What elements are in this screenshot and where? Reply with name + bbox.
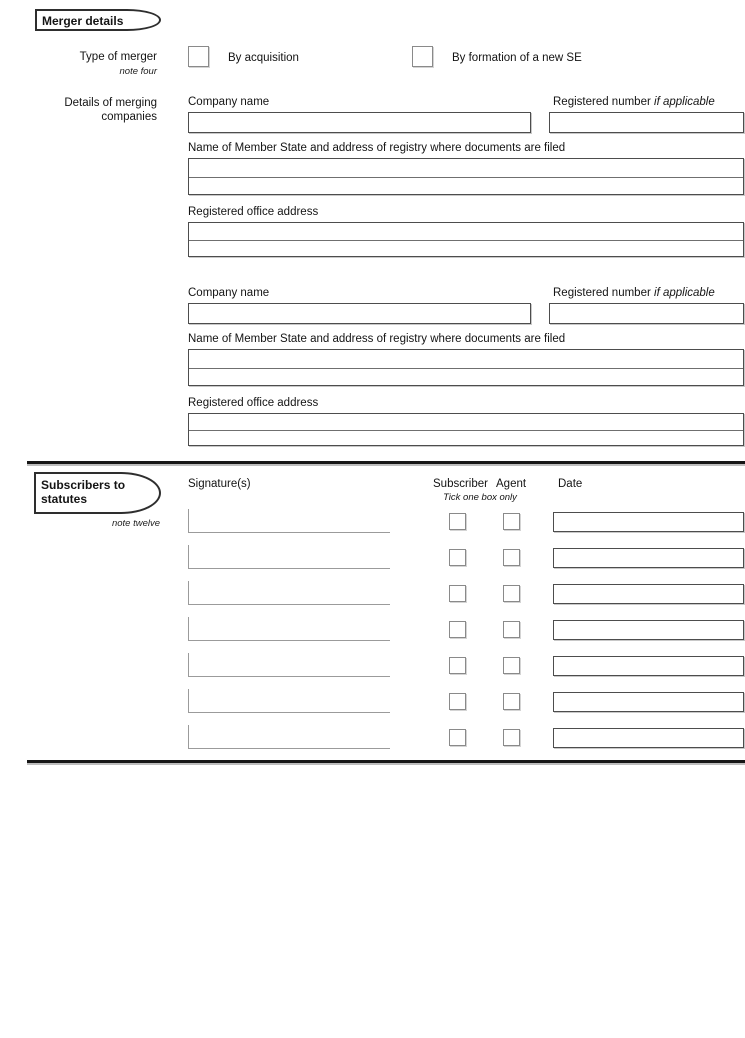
signature-line[interactable]: [188, 545, 390, 569]
subscriber-row: [0, 693, 745, 729]
subscriber-checkbox[interactable]: [449, 693, 466, 710]
date-input[interactable]: [553, 656, 744, 676]
date-input[interactable]: [553, 512, 744, 532]
by-acquisition-checkbox[interactable]: [188, 46, 209, 67]
signature-line[interactable]: [188, 725, 390, 749]
registered-office-label: Registered office address: [188, 397, 319, 409]
subscriber-checkbox[interactable]: [449, 657, 466, 674]
registered-number-input[interactable]: [549, 112, 744, 133]
agent-checkbox[interactable]: [503, 513, 520, 530]
date-input[interactable]: [553, 548, 744, 568]
company-name-input[interactable]: [188, 303, 531, 324]
company-block-1: [0, 96, 745, 261]
registered-office-input[interactable]: [188, 222, 744, 257]
tick-one-box-note: Tick one box only: [443, 492, 517, 503]
agent-checkbox[interactable]: [503, 585, 520, 602]
section-tab-merger-details: [35, 9, 161, 31]
section-divider-top: [27, 461, 745, 464]
subscriber-checkbox[interactable]: [449, 621, 466, 638]
agent-column-header: Agent: [496, 478, 527, 490]
company-name-label: Company name: [188, 287, 270, 299]
section-divider-bottom: [27, 760, 745, 763]
subscriber-row: [0, 549, 745, 585]
agent-checkbox[interactable]: [503, 549, 520, 566]
signature-line[interactable]: [188, 509, 390, 533]
signature-line[interactable]: [188, 581, 390, 605]
details-of-merging-companies-label: Details of merging companies: [64, 97, 157, 123]
subscriber-row: [0, 621, 745, 657]
registry-label: Name of Member State and address of registry where documents are filed: [188, 333, 566, 345]
agent-checkbox[interactable]: [503, 621, 520, 638]
subscriber-row: [0, 513, 745, 549]
date-input[interactable]: [553, 692, 744, 712]
registered-office-input[interactable]: [188, 413, 744, 446]
registered-office-label: Registered office address: [188, 206, 319, 218]
signatures-column-header: Signature(s): [188, 478, 251, 490]
subscriber-checkbox[interactable]: [449, 513, 466, 530]
signature-line[interactable]: [188, 653, 390, 677]
subscriber-checkbox[interactable]: [449, 729, 466, 746]
date-input[interactable]: [553, 584, 744, 604]
by-formation-label: By formation of a new SE: [452, 52, 582, 64]
type-of-merger-note: note four: [119, 66, 157, 77]
by-acquisition-label: By acquisition: [228, 52, 299, 64]
registry-input[interactable]: [188, 158, 744, 195]
signature-line[interactable]: [188, 617, 390, 641]
date-column-header: Date: [558, 478, 583, 490]
registry-input[interactable]: [188, 349, 744, 386]
agent-checkbox[interactable]: [503, 693, 520, 710]
by-formation-checkbox[interactable]: [412, 46, 433, 67]
subscriber-checkbox[interactable]: [449, 585, 466, 602]
company-name-label: Company name: [188, 96, 270, 108]
company-block-2: [0, 287, 745, 452]
company-name-input[interactable]: [188, 112, 531, 133]
registered-number-label: Registered number if applicable: [553, 287, 715, 299]
registered-number-input[interactable]: [549, 303, 744, 324]
signature-line[interactable]: [188, 689, 390, 713]
subscriber-row: [0, 585, 745, 621]
section-tab-subscribers: Subscribers to statutes: [34, 472, 161, 514]
subscriber-row: [0, 657, 745, 693]
agent-checkbox[interactable]: [503, 729, 520, 746]
type-of-merger-label: Type of merger: [79, 51, 157, 63]
subscriber-column-header: Subscriber: [433, 478, 488, 490]
subscribers-note: note twelve: [111, 518, 160, 529]
agent-checkbox[interactable]: [503, 657, 520, 674]
date-input[interactable]: [553, 620, 744, 640]
registered-number-label: Registered number if applicable: [553, 96, 715, 108]
registry-label: Name of Member State and address of registry where documents are filed: [188, 142, 566, 154]
date-input[interactable]: [553, 728, 744, 748]
subscriber-checkbox[interactable]: [449, 549, 466, 566]
section-tab-label: Merger details: [42, 14, 124, 28]
